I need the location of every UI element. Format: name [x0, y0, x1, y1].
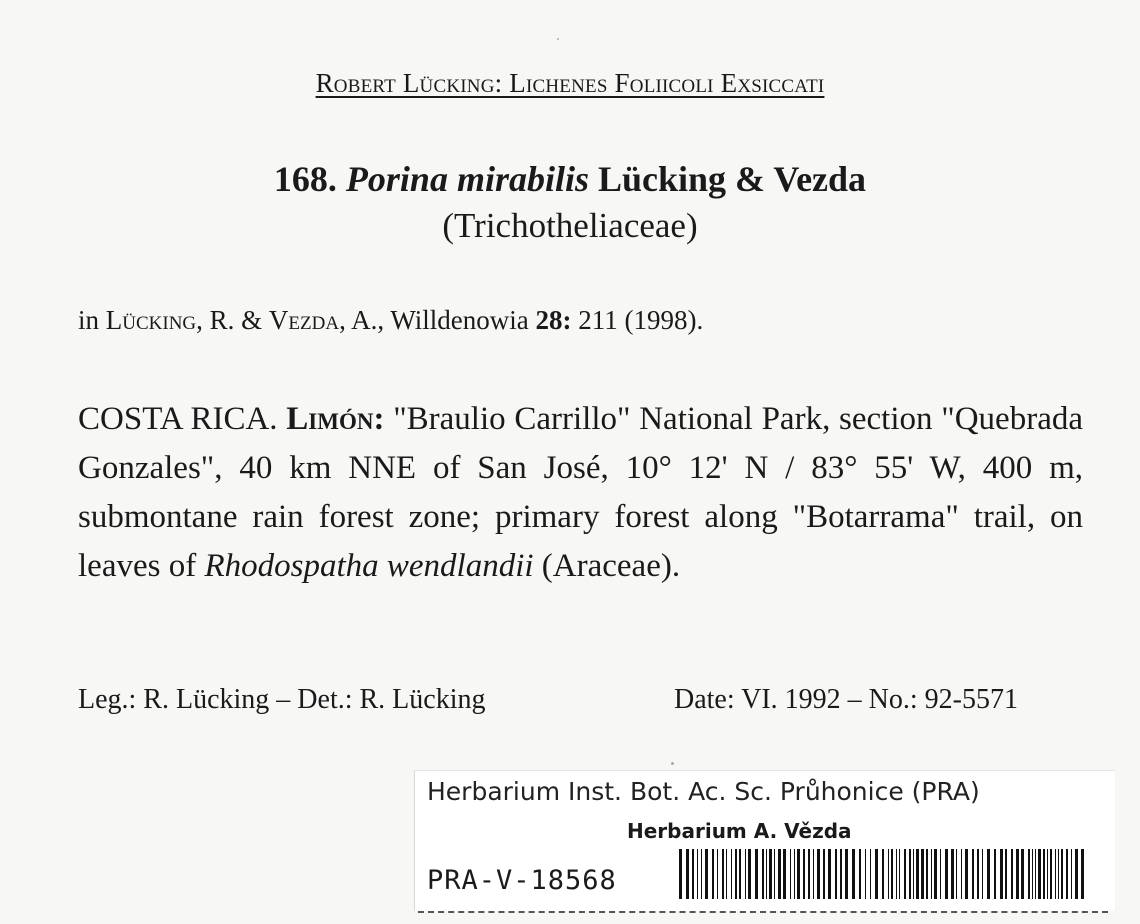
citation-journal: , A., Willdenowia	[339, 305, 536, 335]
locality-text	[78, 395, 1083, 591]
host-plant: Rhodospatha wendlandii	[204, 548, 534, 584]
paper-speck	[557, 38, 559, 40]
herbarium-institution: Herbarium Inst. Bot. Ac. Sc. Průhonice (PRA)	[427, 777, 980, 806]
citation-pages-year: 211 (1998).	[571, 305, 704, 335]
barcode-icon	[677, 849, 1087, 899]
collector-determiner: Leg.: R. Lücking – Det.: R. Lücking	[78, 684, 486, 715]
date-and-number: Date: VI. 1992 – No.: 92-5571	[674, 684, 1018, 715]
citation-author-1: Lücking	[105, 305, 197, 335]
host-family: (Araceae).	[541, 548, 681, 584]
locality-country: COSTA RICA.	[78, 401, 278, 437]
cut-line-divider	[418, 911, 1108, 913]
exsiccata-number: 168.	[273, 159, 337, 199]
locality-description: "Braulio Carrillo" National Park, section "Quebrada Gonzales", 40 km NNE of San José, 10° 12' N / 83° 55' W, 400 m, submontane rain forest zone; primary forest along "Botarrama" trail, on leaves of	[78, 401, 1083, 584]
literature-citation	[78, 305, 703, 336]
herbarium-sticker	[414, 770, 1115, 911]
series-title-text: Robert Lücking: Lichenes Foliicoli Exsiccati	[315, 68, 825, 98]
herbarium-name: Herbarium A. Vězda	[627, 819, 852, 843]
citation-prefix: in	[78, 305, 100, 335]
citation-author-2: Vezda	[268, 305, 340, 335]
series-title	[0, 68, 1140, 99]
citation-volume: 28:	[535, 305, 572, 335]
locality-province: Limón:	[286, 401, 385, 437]
species-heading	[0, 158, 1140, 200]
species-authors: Lücking & Vezda	[597, 159, 867, 199]
citation-author-1-initial: , R. &	[196, 305, 269, 335]
species-name: Porina mirabilis	[345, 159, 589, 199]
herbarium-accession-id: PRA-V-18568	[427, 865, 617, 896]
family-name: (Trichotheliaceae)	[442, 206, 698, 245]
paper-speck	[671, 762, 674, 765]
